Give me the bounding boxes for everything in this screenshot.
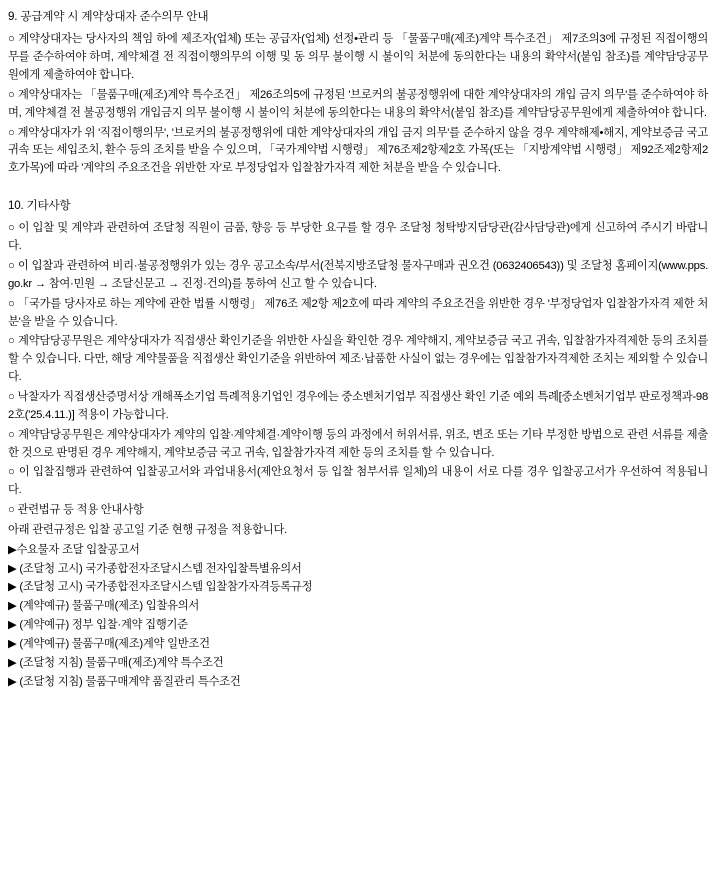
section-10-paragraph-5: ○ 낙찰자가 직접생산증명서상 개해폭소기업 특례적용기업인 경우에는 중소벤처기업부 직접생산 확인 기준 예외 특례[중소벤처기업부 판로정책과-982호('25.4.11.)] 적용이 가능합니다. — [8, 390, 708, 421]
section-10-paragraph-4: ○ 계약담당공무원은 계약상대자가 직접생산 확인기준을 위반한 사실을 확인한 경우 계약해지, 계약보증금 국고 귀속, 입찰참가자격제한 등의 조치를 할 수 있습니다. 다만, 해당 계약물품을 직접생산 확인기준을 위반하여 제조·납품한 사실이 없는 경우에는 입찰참가자격제한 조치는 제외할 수 있습니다. — [8, 335, 708, 384]
related-laws-list — [8, 542, 708, 692]
section-10-paragraph-3: ○ 「국가를 당사자로 하는 계약에 관한 법률 시행령」 제76조 제2항 제2호에 따라 계약의 주요조건을 위반한 경우 '부정당업자 입찰참가자격 제한 처분'을 받을 수 있습니다. — [8, 297, 708, 328]
list-item: ▶ (조달청 고시) 국가종합전자조달시스템 입찰참가자격등록규정 — [8, 581, 313, 594]
section-9 — [8, 8, 708, 178]
section-9-paragraph-3: ○ 계약상대자가 위 '직접이행의무', '브로커의 불공정행위에 대한 계약상대자의 개입 금지 의무'를 준수하지 않을 경우 계약해제•해지, 계약보증금 국고귀속 또는 세입조치, 환수 등의 조치를 받을 수 있으며, 「국가계약법 시행령」 제76조제2항제2호 가목(또는 「지방계약법 시행령」 제92조제2항제2호가목)에 따라 '계약의 주요조건을 위반한 자'로 부정당업자 입찰참가자격 제한 처분을 받을 수 있습니다. — [8, 126, 708, 175]
section-10-heading: 10. 기타사항 — [8, 199, 71, 213]
list-item: ▶ (계약예규) 물품구매(제조)계약 일반조건 — [8, 637, 210, 650]
list-item: ▶ (계약예규) 정부 입찰·계약 집행기준 — [8, 619, 188, 632]
section-10 — [8, 197, 708, 500]
section-9-heading: 9. 공급계약 시 계약상대자 준수의무 안내 — [8, 10, 209, 23]
section-9-paragraph-1: ○ 계약상대자는 당사자의 책임 하에 제조자(업체) 또는 공급자(업체) 선정•관리 등 「물품구매(제조)계약 특수조건」 제7조의3에 규정된 직접이행의무를 준수하여야 하며, 계약체결 전 직접이행의무의 이행 및 동 의무 불이행 시 불이익 처분에 동의한다는 내용의 확약서(붙임 참조)를 계약담당공무원에게 제출하여야 합니다. — [8, 33, 708, 81]
related-laws-section — [8, 502, 708, 691]
section-10-paragraph-7: ○ 이 입찰집행과 관련하여 입찰공고서와 과업내용서(제안요청서 등 입찰 첨부서류 일체)의 내용이 서로 다를 경우 입찰공고서가 우선하여 적용됩니다. — [8, 466, 708, 497]
list-item: ▶수요물자 조달 입찰공고서 — [8, 543, 140, 556]
section-10-paragraph-1: ○ 이 입찰 및 계약과 관련하여 조달청 직원이 금품, 향응 등 부당한 요구를 할 경우 조달청 청탁방지담당관(감사담당관)에게 신고하여 주시기 바랍니다. — [8, 222, 708, 253]
section-10-paragraph-2: ○ 이 입찰과 관련하여 비리·불공정행위가 있는 경우 공고소속/부서(전북지방조달청 물자구매과 권오건 (0632406543)) 및 조달청 홈페이지(www.pps.go.kr → 참여·민원 → 조달신문고 → 진정·건의)를 통하여 신고 할 수 있습니다. — [8, 260, 708, 290]
list-item: ▶ (조달청 고시) 국가종합전자조달시스템 전자입찰특별유의서 — [8, 562, 302, 575]
related-laws-note: 아래 관련규정은 입찰 공고일 기준 현행 규정을 적용합니다. — [8, 523, 288, 536]
list-item: ▶ (조달청 지침) 물품구매(제조)계약 특수조건 — [8, 656, 224, 669]
section-9-paragraph-2: ○ 계약상대자는 「물품구매(제조)계약 특수조건」 제26조의5에 규정된 '브로커의 불공정행위에 대한 계약상대자의 개입 금지 의무'를 준수하여야 하며, 계약체결 전 불공정행위 개입금지 의무 불이행 시 불이익 처분에 동의한다는 내용의 확약서(붙임 참조)를 계약담당공무원에게 제출하여야 합니다. — [8, 88, 708, 119]
list-item: ▶ (계약예규) 물품구매(제조) 입찰유의서 — [8, 600, 200, 613]
list-item: ▶ (조달청 지침) 물품구매계약 품질관리 특수조건 — [8, 675, 241, 688]
related-laws-heading: ○ 관련법규 등 적용 안내사항 — [8, 504, 144, 517]
section-spacer — [8, 180, 708, 197]
section-10-paragraph-6: ○ 계약담당공무원은 계약상대자가 계약의 입찰·계약체결·계약이행 등의 과정에서 허위서류, 위조, 변조 또는 기타 부정한 방법으로 관련 서류를 제출한 것으로 판명된 경우 계약해지, 계약보증금 국고 귀속, 입찰참가자격 제한 등의 조치를 할 수 있습니다. — [8, 428, 708, 459]
